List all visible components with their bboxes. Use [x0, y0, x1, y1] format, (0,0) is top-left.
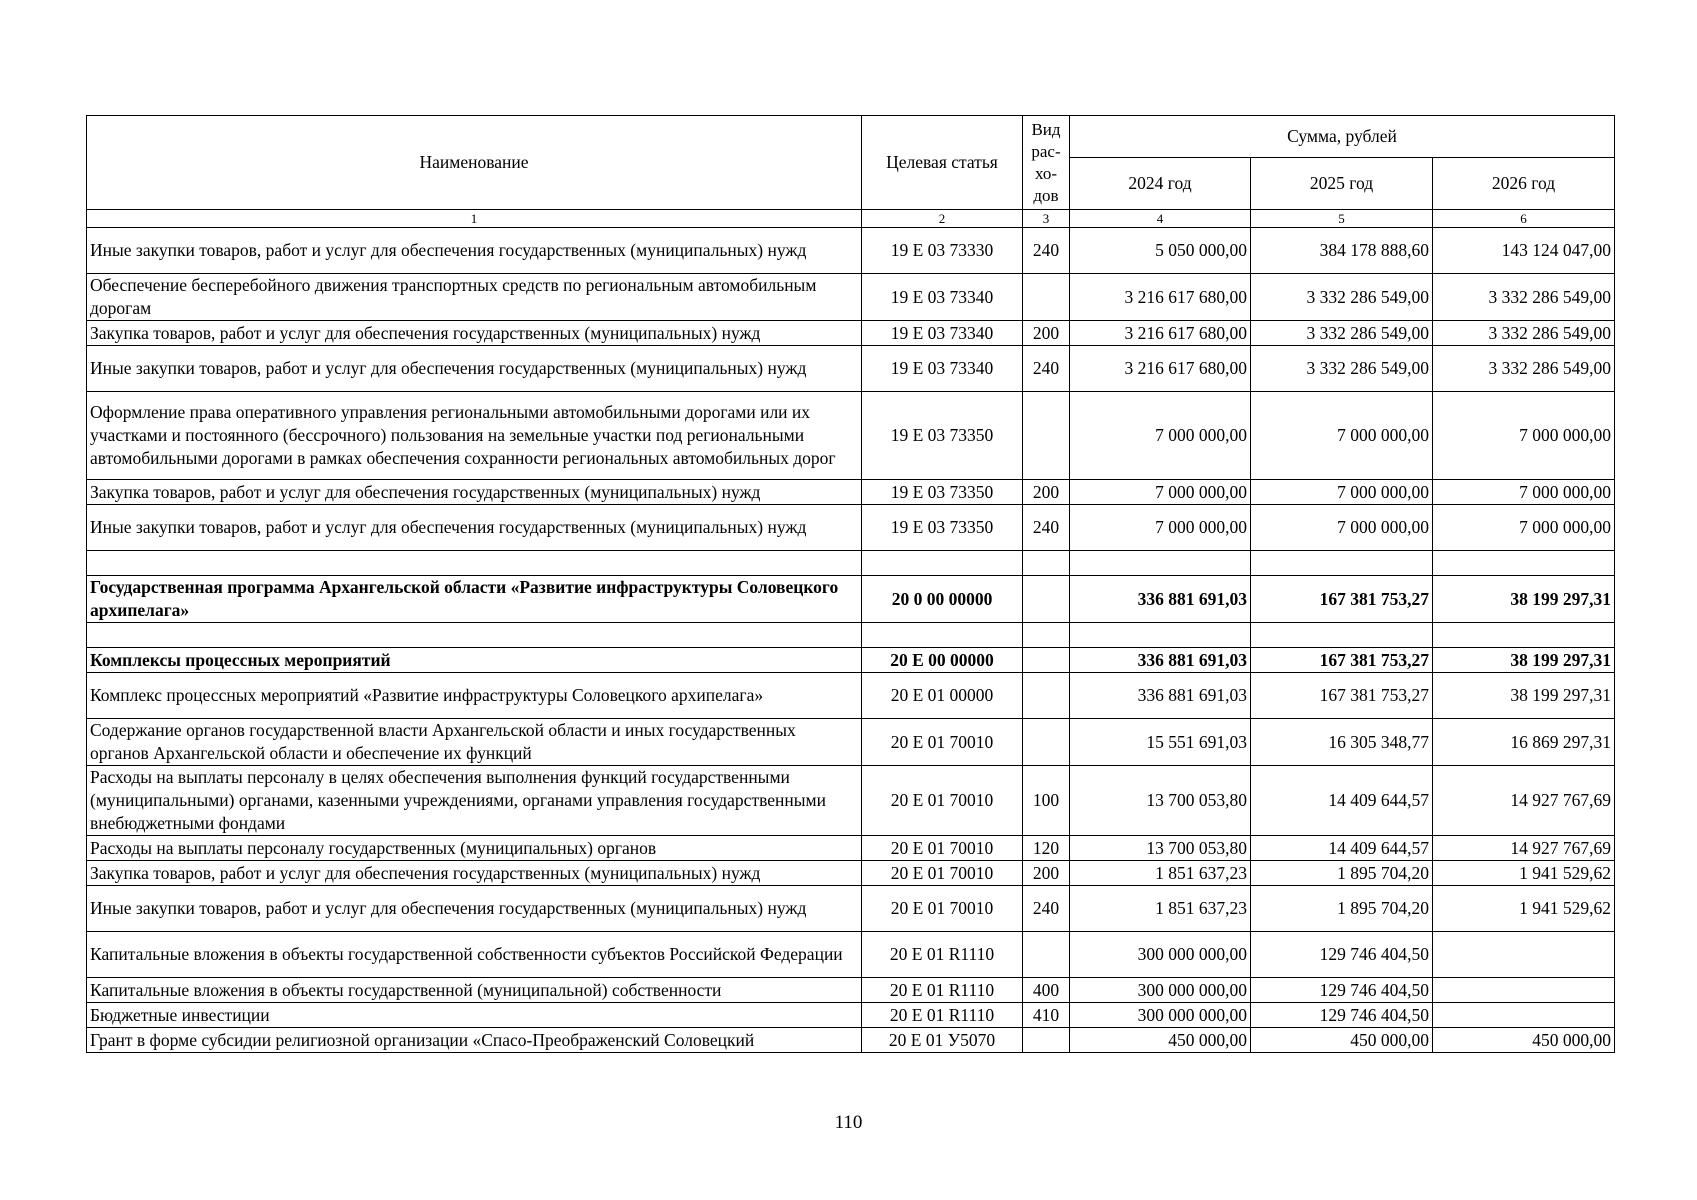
- row-name: Государственная программа Архангельской области «Развитие инфраструктуры Соловецкого архипелага»: [87, 576, 862, 623]
- table-row: [87, 861, 1615, 886]
- row-target-code: 19 Е 03 73330: [862, 228, 1023, 274]
- row-sum-2026: [1433, 932, 1615, 978]
- row-name: Грант в форме субсидии религиозной организации «Спасо-Преображенский Соловецкий: [87, 1028, 862, 1053]
- row-expense-type: 240: [1023, 346, 1070, 392]
- row-sum-2024: 7 000 000,00: [1070, 392, 1251, 480]
- row-target-code: 19 Е 03 73350: [862, 505, 1023, 551]
- row-expense-type: [1023, 932, 1070, 978]
- header-name: Наименование: [87, 116, 862, 210]
- table-row: [87, 978, 1615, 1003]
- row-sum-2025: 14 409 644,57: [1251, 836, 1433, 861]
- row-expense-type: [1023, 673, 1070, 719]
- row-target-code: 20 Е 01 70010: [862, 861, 1023, 886]
- row-sum-2025: 16 305 348,77: [1251, 719, 1433, 766]
- table-body: [87, 228, 1615, 1053]
- row-expense-type: 410: [1023, 1003, 1070, 1028]
- row-target-code: 20 Е 01 R1110: [862, 978, 1023, 1003]
- row-expense-type: [1023, 648, 1070, 673]
- row-target-code: [862, 623, 1023, 648]
- row-expense-type: 240: [1023, 505, 1070, 551]
- table-row: [87, 932, 1615, 978]
- row-sum-2026: 38 199 297,31: [1433, 648, 1615, 673]
- row-target-code: 20 Е 01 70010: [862, 766, 1023, 836]
- row-expense-type: 200: [1023, 480, 1070, 505]
- row-sum-2025: 167 381 753,27: [1251, 673, 1433, 719]
- row-sum-2024: 300 000 000,00: [1070, 978, 1251, 1003]
- row-name: Закупка товаров, работ и услуг для обеспечения государственных (муниципальных) нужд: [87, 861, 862, 886]
- row-sum-2025: 167 381 753,27: [1251, 576, 1433, 623]
- row-sum-2026: 38 199 297,31: [1433, 576, 1615, 623]
- row-target-code: 20 Е 01 R1110: [862, 932, 1023, 978]
- table-row: [87, 505, 1615, 551]
- row-sum-2024: 3 216 617 680,00: [1070, 321, 1251, 346]
- table-row: [87, 719, 1615, 766]
- table-row: [87, 648, 1615, 673]
- row-target-code: 20 0 00 00000: [862, 576, 1023, 623]
- row-sum-2025: 384 178 888,60: [1251, 228, 1433, 274]
- row-name: Содержание органов государственной власти Архангельской области и иных государственных органов Архангельской области и обеспечение их функций: [87, 719, 862, 766]
- row-sum-2024: 300 000 000,00: [1070, 1003, 1251, 1028]
- row-target-code: 19 Е 03 73340: [862, 346, 1023, 392]
- column-index: 3: [1023, 210, 1070, 228]
- table-row: [87, 480, 1615, 505]
- row-sum-2024: 336 881 691,03: [1070, 673, 1251, 719]
- row-sum-2024: 15 551 691,03: [1070, 719, 1251, 766]
- empty-row: [87, 551, 1615, 576]
- header-year-2026: 2026 год: [1433, 158, 1615, 210]
- row-sum-2024: 336 881 691,03: [1070, 648, 1251, 673]
- row-name: [87, 551, 862, 576]
- row-sum-2025: 167 381 753,27: [1251, 648, 1433, 673]
- row-sum-2026: 3 332 286 549,00: [1433, 321, 1615, 346]
- table-row: [87, 274, 1615, 321]
- row-sum-2024: [1070, 623, 1251, 648]
- row-sum-2026: 3 332 286 549,00: [1433, 346, 1615, 392]
- row-name: Закупка товаров, работ и услуг для обеспечения государственных (муниципальных) нужд: [87, 321, 862, 346]
- row-target-code: 19 Е 03 73340: [862, 321, 1023, 346]
- row-sum-2025: 7 000 000,00: [1251, 392, 1433, 480]
- row-expense-type: [1023, 719, 1070, 766]
- row-sum-2025: 1 895 704,20: [1251, 886, 1433, 932]
- row-sum-2026: 143 124 047,00: [1433, 228, 1615, 274]
- row-name: Обеспечение бесперебойного движения транспортных средств по региональным автомобильным дорогам: [87, 274, 862, 321]
- row-sum-2025: 7 000 000,00: [1251, 480, 1433, 505]
- row-name: Капитальные вложения в объекты государственной собственности субъектов Российской Федерации: [87, 932, 862, 978]
- row-target-code: 20 Е 01 70010: [862, 719, 1023, 766]
- table-row: [87, 886, 1615, 932]
- header-sum: Сумма, рублей: [1070, 116, 1615, 158]
- row-sum-2025: 3 332 286 549,00: [1251, 274, 1433, 321]
- row-expense-type: [1023, 623, 1070, 648]
- empty-row: [87, 623, 1615, 648]
- row-expense-type: [1023, 576, 1070, 623]
- header-target: Целевая статья: [862, 116, 1023, 210]
- row-name: [87, 623, 862, 648]
- row-target-code: 20 Е 01 У5070: [862, 1028, 1023, 1053]
- row-sum-2024: 7 000 000,00: [1070, 480, 1251, 505]
- row-sum-2026: 7 000 000,00: [1433, 505, 1615, 551]
- row-sum-2024: 3 216 617 680,00: [1070, 274, 1251, 321]
- row-target-code: [862, 551, 1023, 576]
- row-name: Иные закупки товаров, работ и услуг для обеспечения государственных (муниципальных) нужд: [87, 346, 862, 392]
- budget-table: [86, 115, 1615, 1053]
- row-sum-2024: 5 050 000,00: [1070, 228, 1251, 274]
- row-sum-2026: 14 927 767,69: [1433, 836, 1615, 861]
- column-index: 6: [1433, 210, 1615, 228]
- row-sum-2024: 13 700 053,80: [1070, 766, 1251, 836]
- row-sum-2024: [1070, 551, 1251, 576]
- header-year-2025: 2025 год: [1251, 158, 1433, 210]
- row-sum-2025: 450 000,00: [1251, 1028, 1433, 1053]
- row-sum-2026: [1433, 978, 1615, 1003]
- row-sum-2024: 13 700 053,80: [1070, 836, 1251, 861]
- table-header: [87, 116, 1615, 228]
- row-expense-type: 100: [1023, 766, 1070, 836]
- row-name: Иные закупки товаров, работ и услуг для обеспечения государственных (муниципальных) нужд: [87, 886, 862, 932]
- row-target-code: 19 Е 03 73350: [862, 480, 1023, 505]
- column-index-row: [87, 210, 1615, 228]
- row-name: Бюджетные инвестиции: [87, 1003, 862, 1028]
- row-sum-2025: 1 895 704,20: [1251, 861, 1433, 886]
- table-row: [87, 321, 1615, 346]
- row-name: Иные закупки товаров, работ и услуг для обеспечения государственных (муниципальных) нужд: [87, 505, 862, 551]
- column-index: 1: [87, 210, 862, 228]
- table-row: [87, 346, 1615, 392]
- row-sum-2026: 3 332 286 549,00: [1433, 274, 1615, 321]
- row-target-code: 20 Е 01 70010: [862, 886, 1023, 932]
- row-sum-2026: 1 941 529,62: [1433, 886, 1615, 932]
- row-expense-type: 240: [1023, 886, 1070, 932]
- row-target-code: 19 Е 03 73340: [862, 274, 1023, 321]
- table-row: [87, 576, 1615, 623]
- row-name: Оформление права оперативного управления региональными автомобильными дорогами или их участками и постоянного (бессрочного) пользования на земельные участки под региональными автомобильными дорогами в рамках обеспечения сохранности региональных автомобильных дорог: [87, 392, 862, 480]
- row-sum-2026: 7 000 000,00: [1433, 392, 1615, 480]
- row-sum-2025: 7 000 000,00: [1251, 505, 1433, 551]
- row-sum-2026: 38 199 297,31: [1433, 673, 1615, 719]
- row-target-code: 20 Е 01 70010: [862, 836, 1023, 861]
- table-row: [87, 1003, 1615, 1028]
- row-sum-2025: 129 746 404,50: [1251, 1003, 1433, 1028]
- table-row: [87, 836, 1615, 861]
- table-row: [87, 673, 1615, 719]
- row-target-code: 19 Е 03 73350: [862, 392, 1023, 480]
- row-target-code: 20 Е 00 00000: [862, 648, 1023, 673]
- row-expense-type: [1023, 1028, 1070, 1053]
- column-index: 2: [862, 210, 1023, 228]
- column-index: 4: [1070, 210, 1251, 228]
- row-name: Иные закупки товаров, работ и услуг для обеспечения государственных (муниципальных) нужд: [87, 228, 862, 274]
- row-sum-2024: 1 851 637,23: [1070, 886, 1251, 932]
- table-row: [87, 392, 1615, 480]
- row-sum-2026: [1433, 551, 1615, 576]
- row-sum-2025: 129 746 404,50: [1251, 978, 1433, 1003]
- row-sum-2026: [1433, 1003, 1615, 1028]
- row-name: Расходы на выплаты персоналу государственных (муниципальных) органов: [87, 836, 862, 861]
- row-expense-type: 240: [1023, 228, 1070, 274]
- row-expense-type: [1023, 551, 1070, 576]
- row-sum-2024: 1 851 637,23: [1070, 861, 1251, 886]
- row-sum-2026: 1 941 529,62: [1433, 861, 1615, 886]
- row-sum-2025: 3 332 286 549,00: [1251, 321, 1433, 346]
- row-expense-type: 120: [1023, 836, 1070, 861]
- row-sum-2024: 450 000,00: [1070, 1028, 1251, 1053]
- row-sum-2024: 3 216 617 680,00: [1070, 346, 1251, 392]
- row-sum-2026: [1433, 623, 1615, 648]
- row-name: Расходы на выплаты персоналу в целях обеспечения выполнения функций государственными (муниципальными) органами, казенными учреждениями, органами управления государственными внебюджетными фондами: [87, 766, 862, 836]
- table-row: [87, 228, 1615, 274]
- row-sum-2025: 3 332 286 549,00: [1251, 346, 1433, 392]
- row-sum-2024: 336 881 691,03: [1070, 576, 1251, 623]
- row-name: Комплексы процессных мероприятий: [87, 648, 862, 673]
- table-row: [87, 1028, 1615, 1053]
- header-vid: Вид рас- хо- дов: [1023, 116, 1070, 210]
- row-sum-2024: 7 000 000,00: [1070, 505, 1251, 551]
- row-sum-2025: 14 409 644,57: [1251, 766, 1433, 836]
- row-expense-type: 200: [1023, 861, 1070, 886]
- row-sum-2026: 14 927 767,69: [1433, 766, 1615, 836]
- row-name: Закупка товаров, работ и услуг для обеспечения государственных (муниципальных) нужд: [87, 480, 862, 505]
- header-year-2024: 2024 год: [1070, 158, 1251, 210]
- row-expense-type: [1023, 274, 1070, 321]
- row-sum-2024: 300 000 000,00: [1070, 932, 1251, 978]
- row-sum-2025: [1251, 623, 1433, 648]
- row-sum-2025: [1251, 551, 1433, 576]
- row-sum-2025: 129 746 404,50: [1251, 932, 1433, 978]
- row-target-code: 20 Е 01 R1110: [862, 1003, 1023, 1028]
- row-expense-type: 400: [1023, 978, 1070, 1003]
- page-number: 110: [834, 1112, 863, 1133]
- row-sum-2026: 450 000,00: [1433, 1028, 1615, 1053]
- row-name: Капитальные вложения в объекты государственной (муниципальной) собственности: [87, 978, 862, 1003]
- row-target-code: 20 Е 01 00000: [862, 673, 1023, 719]
- row-expense-type: [1023, 392, 1070, 480]
- column-index: 5: [1251, 210, 1433, 228]
- row-sum-2026: 7 000 000,00: [1433, 480, 1615, 505]
- table-row: [87, 766, 1615, 836]
- row-sum-2026: 16 869 297,31: [1433, 719, 1615, 766]
- row-name: Комплекс процессных мероприятий «Развитие инфраструктуры Соловецкого архипелага»: [87, 673, 862, 719]
- row-expense-type: 200: [1023, 321, 1070, 346]
